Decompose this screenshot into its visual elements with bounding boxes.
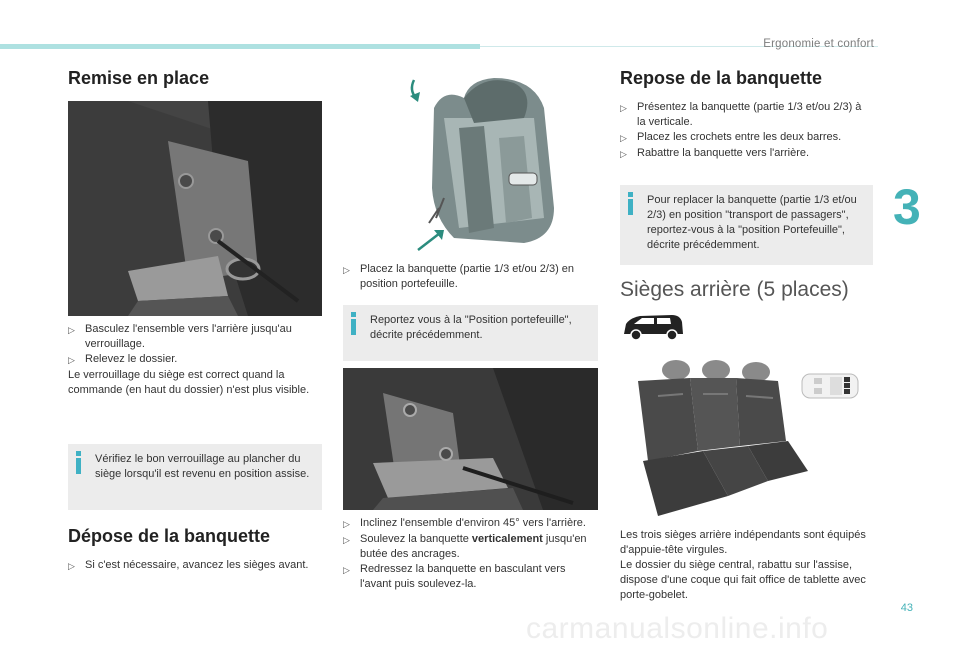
info-icon <box>75 451 82 474</box>
running-title: Ergonomie et confort <box>763 38 874 50</box>
page-number: 43 <box>900 602 913 614</box>
list-item: ▷ Placez les crochets entre les deux barres. <box>620 131 842 143</box>
illustration-rear-seats <box>628 356 813 521</box>
chapter-number: 3 <box>893 179 921 235</box>
list-item: ▷ Basculez l'ensemble vers l'arrière jusqu'au verrouillage. <box>68 323 292 350</box>
illustration-portefeuille <box>404 68 574 258</box>
list-item: ▷ Présentez la banquette (partie 1/3 et/ou 2/3) à la verticale. <box>620 101 862 128</box>
paragraph: Les trois sièges arrière indépendants sont équipés d'appuie-tête virgules. Le dossier du siège central, rabattu sur l'assise, dispose d'une coque qui fait office de tablette avec porte-gobelet. <box>620 529 866 601</box>
section-title-repose: Repose de la banquette <box>620 68 823 88</box>
col1-text-block <box>68 322 322 398</box>
col2-text-block <box>343 262 598 292</box>
list-item: ▷ Relevez le dossier. <box>68 353 178 365</box>
section-title-depose: Dépose de la banquette <box>68 526 271 546</box>
section-title-remise: Remise en place <box>68 68 210 88</box>
watermark: carmanualsonline.info <box>526 612 829 645</box>
list-item: ▷ Placez la banquette (partie 1/3 et/ou 2/3) en position portefeuille. <box>343 263 575 290</box>
photo-seat-tilt <box>343 368 598 510</box>
col2-text-block-2 <box>343 516 598 592</box>
info-icon <box>627 192 634 215</box>
info-text: Reportez vous à la "Position portefeuille", décrite précédemment. <box>370 314 572 341</box>
info-text: Vérifiez le bon verrouillage au plancher du siège lorsqu'il est revenu en position assise. <box>95 453 310 480</box>
van-icon <box>620 312 686 342</box>
header-rule <box>0 44 480 49</box>
info-text: Pour replacer la banquette (partie 1/3 et/ou 2/3) en position "transport de passagers", reportez-vous à la "position Portefeuille", décrite précédemment. <box>647 194 857 251</box>
paragraph: Le verrouillage du siège est correct quand la commande (en haut du dossier) n'est plus visible. <box>68 369 310 396</box>
section-title-sieges: Sièges arrière (5 places) <box>620 278 849 301</box>
info-icon <box>350 312 357 335</box>
list-item: ▷ Si c'est nécessaire, avancez les sièges avant. <box>68 559 309 571</box>
info-box <box>343 305 598 361</box>
list-item: ▷ Rabattre la banquette vers l'arrière. <box>620 147 810 159</box>
photo-seat-lock <box>68 101 322 316</box>
list-item: ▷ Inclinez l'ensemble d'environ 45° vers l'arrière. <box>343 517 586 529</box>
list-item: ▷ Redressez la banquette en basculant vers l'avant puis soulevez-la. <box>343 563 566 590</box>
col3-text-block <box>620 100 873 162</box>
car-topview-icon <box>800 370 860 402</box>
info-box <box>620 185 873 265</box>
col1-text-block-2 <box>68 558 322 574</box>
info-box <box>68 444 322 510</box>
list-item: ▷ Soulevez la banquette verticalement jusqu'en butée des ancrages. <box>343 533 587 560</box>
